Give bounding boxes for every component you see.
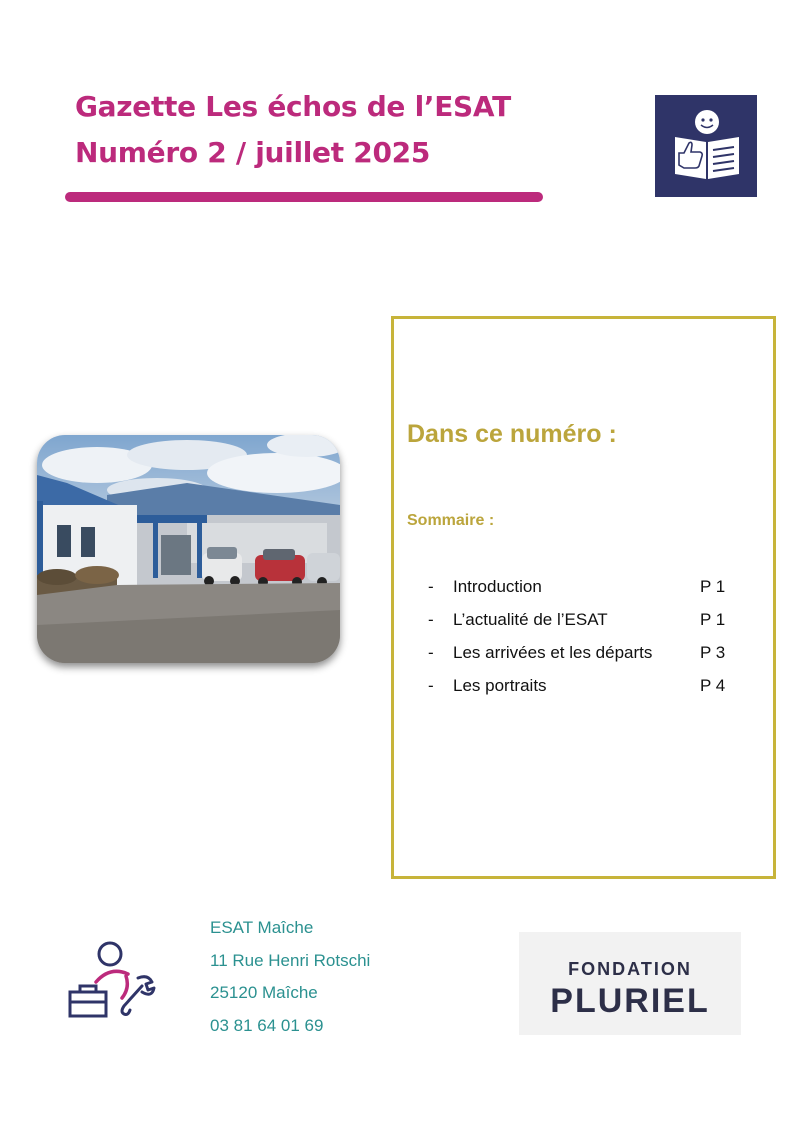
org-name: ESAT Maîche <box>210 918 314 937</box>
toc-item <box>394 610 773 643</box>
fondation-pluriel-logo <box>519 932 741 1035</box>
worker-tools-icon <box>66 940 162 1022</box>
logo-word-pluriel <box>519 932 741 1035</box>
toc-page: P 4 <box>700 676 726 695</box>
toc-page: P 1 <box>700 577 726 596</box>
table-of-contents <box>394 577 773 709</box>
easy-read-icon <box>655 95 757 197</box>
phone-number: 03 81 64 01 69 <box>210 1015 324 1035</box>
toc-label: Les portraits <box>453 676 547 695</box>
toc-dash: - <box>428 676 434 695</box>
title-underline <box>65 192 543 202</box>
toc-dash: - <box>428 610 434 629</box>
summary-subheading: Sommaire : <box>407 512 495 529</box>
summary-box <box>391 316 776 879</box>
logo-word-fondation: FONDATION <box>568 959 692 979</box>
address-block <box>210 912 370 1042</box>
toc-label: L’actualité de l’ESAT <box>453 610 608 629</box>
postal-city: 25120 Maîche <box>210 983 318 1002</box>
svg-text:PLURIEL: PLURIEL <box>550 982 710 1020</box>
toc-dash: - <box>428 643 434 662</box>
building-photo <box>37 435 340 663</box>
issue-number: Numéro 2 / juillet 2025 <box>75 136 431 169</box>
summary-heading: Dans ce numéro : <box>407 420 617 448</box>
toc-page: P 1 <box>700 610 726 629</box>
toc-page: P 3 <box>700 643 726 662</box>
toc-dash: - <box>428 577 434 596</box>
toc-item <box>394 577 773 610</box>
street-address: 11 Rue Henri Rotschi <box>210 950 371 970</box>
toc-label: Introduction <box>453 577 542 596</box>
toc-item <box>394 643 773 676</box>
gazette-title: Gazette Les échos de l’ESAT <box>75 90 511 123</box>
toc-label: Les arrivées et les départs <box>453 643 653 662</box>
toc-item <box>394 676 773 709</box>
